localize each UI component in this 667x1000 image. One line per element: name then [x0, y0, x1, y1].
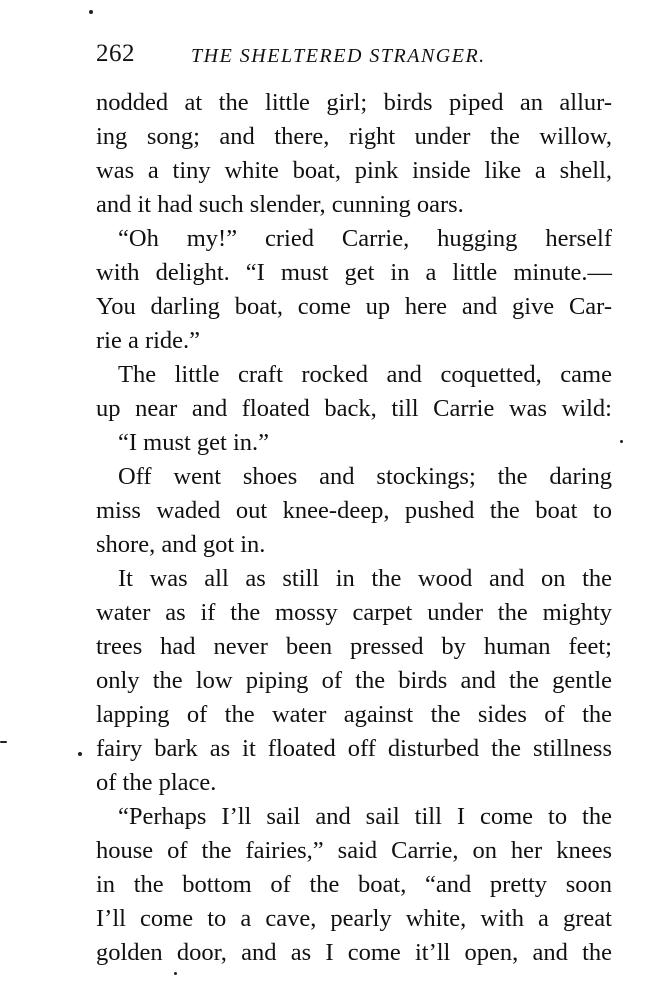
text-line: “Oh my!” cried Carrie, hugging herself [118, 225, 612, 252]
page-number: 262 [96, 40, 135, 67]
text-line: I’ll come to a cave, pearly white, with a great [96, 905, 612, 932]
text-line: with delight. “I must get in a little minute.— [96, 259, 612, 286]
text-line: only the low piping of the birds and the gentle [96, 667, 612, 694]
text-line: lapping of the water against the sides of the [96, 701, 612, 728]
text-line: Off went shoes and stockings; the daring [118, 463, 612, 490]
text-line: miss waded out knee-deep, pushed the boat to [96, 497, 612, 524]
text-line: shore, and got in. [96, 531, 266, 558]
text-line: fairy bark as it floated off disturbed the stillness [96, 735, 612, 762]
page-header [96, 40, 616, 76]
print-speck [174, 972, 177, 975]
text-line: up near and floated back, till Carrie was wild: [96, 395, 612, 422]
text-line: You darling boat, come up here and give Car- [96, 293, 612, 320]
text-line: and it had such slender, cunning oars. [96, 191, 464, 218]
text-line: “Perhaps I’ll sail and sail till I come to the [118, 803, 612, 830]
text-line: house of the fairies,” said Carrie, on her knees [96, 837, 612, 864]
text-line: of the place. [96, 769, 217, 796]
text-line: golden door, and as I come it’ll open, and the [96, 939, 612, 966]
text-line: nodded at the little girl; birds piped an allur- [96, 89, 612, 116]
text-line: The little craft rocked and coquetted, came [118, 361, 612, 388]
text-line: It was all as still in the wood and on the [118, 565, 612, 592]
text-line: ing song; and there, right under the willow, [96, 123, 612, 150]
text-line: “I must get in.” [118, 429, 270, 456]
text-line: water as if the mossy carpet under the mighty [96, 599, 612, 626]
print-speck [620, 440, 623, 443]
text-line: rie a ride.” [96, 327, 201, 354]
print-speck [78, 752, 82, 756]
text-line: trees had never been pressed by human feet; [96, 633, 612, 660]
print-speck [89, 10, 93, 14]
running-title: THE SHELTERED STRANGER. [191, 45, 486, 67]
body-text [96, 86, 612, 970]
margin-dash [0, 741, 7, 743]
text-line: in the bottom of the boat, “and pretty soon [96, 871, 612, 898]
text-line: was a tiny white boat, pink inside like a shell, [96, 157, 612, 184]
